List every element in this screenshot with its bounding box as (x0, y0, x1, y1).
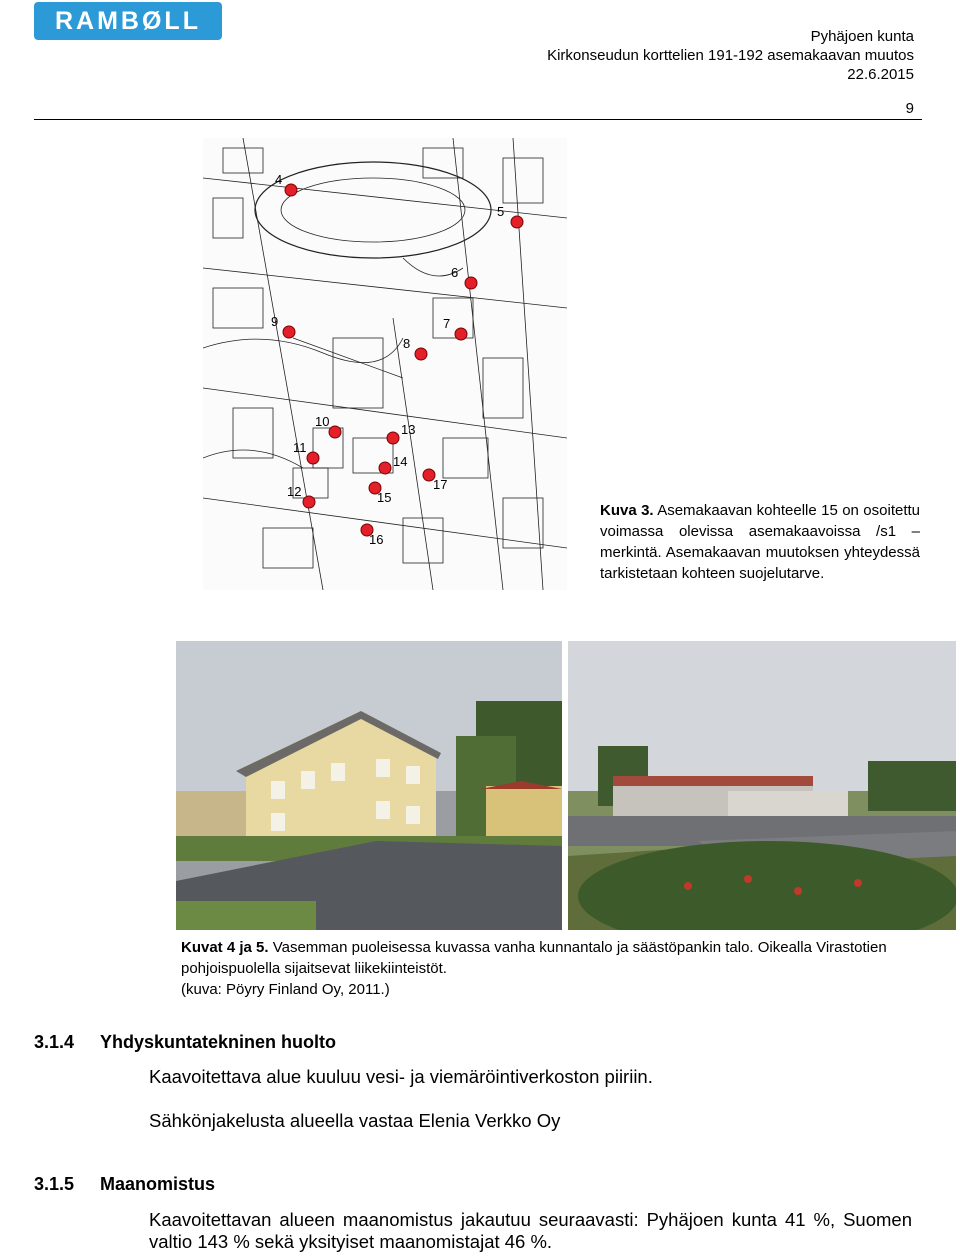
map-marker-label-12: 12 (287, 484, 302, 499)
map-marker-11 (307, 452, 319, 464)
map-marker-4 (285, 184, 297, 196)
map-marker-label-10: 10 (315, 414, 330, 429)
map-marker-label-8: 8 (403, 336, 411, 351)
section-heading-3-1-4 (34, 1032, 336, 1053)
map-marker-label-13: 13 (401, 422, 416, 437)
map-marker-7 (455, 328, 467, 340)
paragraph-electricity: Sähkönjakelusta alueella vastaa Elenia Verkko Oy (149, 1110, 561, 1131)
figure-4-5-label: Kuvat 4 ja 5. (181, 939, 269, 956)
figure-4-5-credit: (kuva: Pöyry Finland Oy, 2011.) (181, 981, 390, 998)
figure-3-label: Kuva 3. (600, 502, 654, 519)
map-marker-label-7: 7 (443, 316, 451, 331)
map-marker-9 (283, 326, 295, 338)
map-marker-label-6: 6 (451, 265, 459, 280)
map-marker-label-16: 16 (369, 532, 384, 547)
section-number: 3.1.4 (34, 1032, 75, 1052)
page-number: 9 (905, 100, 914, 117)
photo-commercial-buildings (568, 641, 956, 930)
map-marker-label-15: 15 (377, 490, 392, 505)
map-marker-10 (329, 426, 341, 438)
header-rule (34, 119, 922, 120)
paragraph-land-ownership: Kaavoitettavan alueen maanomistus jakautuu seuraavasti: Pyhäjoen kunta 41 %, Suomen valtio 143 % sekä yksityiset maanomistajat 46 %. (149, 1209, 912, 1252)
section-title: Yhdyskuntatekninen huolto (100, 1032, 337, 1052)
map-marker-label-5: 5 (497, 204, 505, 219)
section-heading-3-1-5 (34, 1174, 215, 1195)
map-marker-label-11: 11 (293, 440, 307, 455)
header-municipality: Pyhäjoen kunta (810, 28, 914, 45)
map-marker-13 (387, 432, 399, 444)
header-date: 22.6.2015 (847, 66, 914, 83)
map-marker-5 (511, 216, 523, 228)
photo-old-town-hall (176, 641, 562, 930)
photo-commercial-buildings-image (568, 641, 956, 930)
paragraph-water-sewer: Kaavoitettava alue kuuluu vesi- ja viemäröintiverkoston piiriin. (149, 1066, 653, 1087)
map-marker-label-9: 9 (271, 314, 279, 329)
section-title: Maanomistus (100, 1174, 216, 1194)
map-marker-label-4: 4 (275, 172, 283, 187)
figure-4-5-caption (181, 937, 951, 1000)
map-marker-label-14: 14 (393, 454, 408, 469)
figure-3-caption (600, 500, 920, 584)
map-marker-12 (303, 496, 315, 508)
map-marker-8 (415, 348, 427, 360)
header-project-title: Kirkonseudun korttelien 191-192 asemakaavan muutos (547, 47, 914, 64)
section-number: 3.1.5 (34, 1174, 75, 1194)
map-drawing (203, 138, 567, 590)
figure-4-5-text: Vasemman puoleisessa kuvassa vanha kunnantalo ja säästöpankin talo. Oikealla Virastotien pohjoispuolella sijaitsevat liikekiinteistöt. (181, 939, 887, 977)
map-marker-label-17: 17 (433, 477, 448, 492)
photo-old-town-hall-image (176, 641, 562, 930)
figure-3-text: Asemakaavan kohteelle 15 on osoitettu voimassa olevissa asemakaavoissa /s1 –merkintä. Asemakaavan muutoksen yhteydessä tarkistetaan kohteen suojelutarve. (600, 502, 921, 582)
map-marker-14 (379, 462, 391, 474)
zoning-map-figure (203, 138, 567, 590)
map-marker-6 (465, 277, 477, 289)
ramboll-logo: RAMBØLL (34, 2, 222, 40)
